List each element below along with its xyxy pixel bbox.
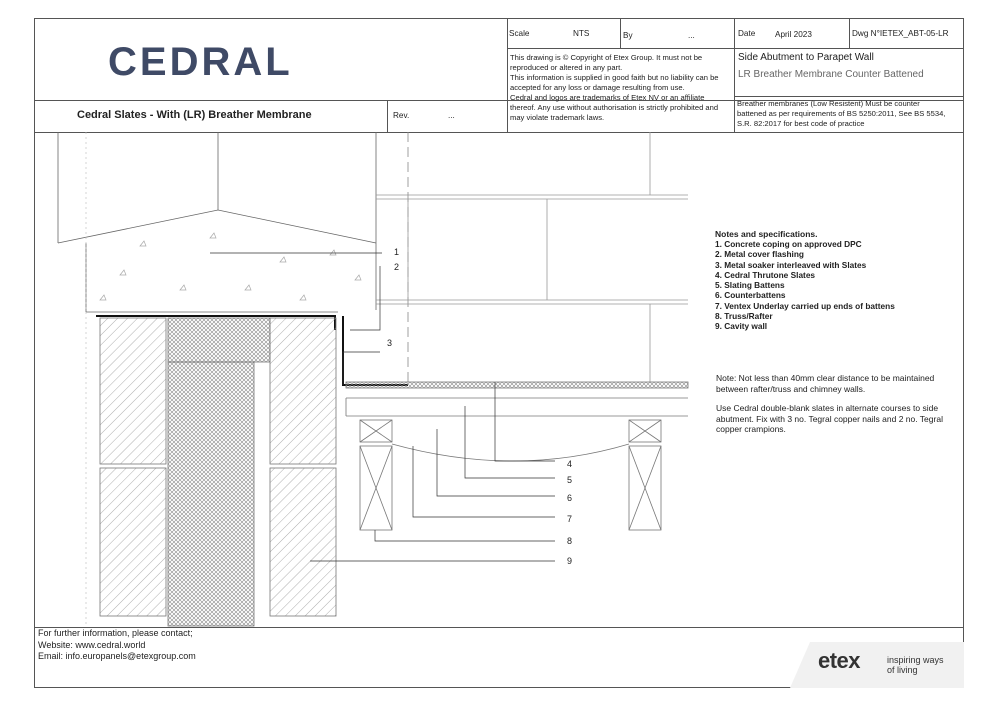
list-item: 6. Counterbattens <box>715 290 786 301</box>
copyright-line: may violate trademark laws. <box>510 113 605 122</box>
copyright-line: This information is supplied in good faith but no liability can be <box>510 73 719 82</box>
list-item: 5. Slating Battens <box>715 280 785 291</box>
spec-line: battened as per requirements of BS 5250:2011, See BS 5534, <box>737 109 946 118</box>
by-value: ... <box>688 31 695 40</box>
drawing-subtitle: LR Breather Membrane Counter Battened <box>738 69 924 80</box>
list-item: 8. Truss/Rafter <box>715 311 773 322</box>
note-line: abutment. Fix with 3 no. Tegral copper nails and 2 no. Tegral <box>716 413 943 424</box>
callout-7: 7 <box>567 514 573 524</box>
scale-label: Scale <box>509 29 530 38</box>
contact-website: Website: www.cedral.world <box>38 639 146 650</box>
callout-5: 5 <box>567 475 573 485</box>
callout-3: 3 <box>387 338 393 348</box>
tagline-line-2: of living <box>887 665 918 675</box>
list-item: 9. Cavity wall <box>715 321 768 332</box>
rev-value: ... <box>448 111 455 120</box>
callout-8: 8 <box>567 536 573 546</box>
list-item: 3. Metal soaker interleaved with Slates <box>715 259 867 270</box>
by-label: By <box>623 31 633 40</box>
cedral-logo-text: CEDRAL <box>108 42 293 80</box>
callout-2: 2 <box>394 262 400 272</box>
list-item: 1. Concrete coping on approved DPC <box>715 239 862 249</box>
callout-9: 9 <box>567 556 573 566</box>
etex-logo: etex <box>818 648 861 673</box>
copyright-line: thereof. Any use without authorisation is strictly prohibited and <box>510 103 719 112</box>
list-item: 7. Ventex Underlay carried up ends of battens <box>715 300 895 311</box>
copyright-line: reproduced or altered in any part. <box>510 63 623 72</box>
list-item: 2. Metal cover flashing <box>715 249 804 260</box>
note-line: between rafter/truss and chimney walls. <box>716 383 866 394</box>
tagline-line-1: inspiring ways <box>887 655 944 665</box>
product-title: Cedral Slates - With (LR) Breather Membrane <box>77 109 312 121</box>
date-label: Date <box>738 29 756 38</box>
notes-title: Notes and specifications. <box>715 229 818 239</box>
callout-4: 4 <box>567 459 573 469</box>
note-line: copper crampions. <box>716 424 786 434</box>
spec-line: Breather membranes (Low Resistent) Must be counter <box>737 99 920 108</box>
date-value: April 2023 <box>775 30 812 39</box>
copyright-line: accepted for any loss or damage resulting from use. <box>510 83 685 92</box>
spec-line: S.R. 82:2017 for best code of practice <box>737 119 865 128</box>
copyright-line: Cedral and logos are trademarks of Etex NV or an affiliate <box>510 93 705 102</box>
etex-tagline <box>887 655 944 675</box>
contact-line: For further information, please contact; <box>38 628 193 638</box>
note-line: Use Cedral double-blank slates in alternate courses to side <box>716 403 939 413</box>
drawing-number: Dwg N°IETEX_ABT-05-LR <box>852 29 949 38</box>
list-item: 4. Cedral Thrutone Slates <box>715 269 816 280</box>
rev-label: Rev. <box>393 111 410 120</box>
callout-1: 1 <box>394 247 400 257</box>
callout-6: 6 <box>567 493 573 503</box>
contact-email: Email: info.europanels@etexgroup.com <box>38 651 196 661</box>
copyright-line: This drawing is © Copyright of Etex Group. It must not be <box>510 53 703 62</box>
drawing-title: Side Abutment to Parapet Wall <box>738 52 874 63</box>
note-line: Note: Not less than 40mm clear distance to be maintained <box>716 373 935 383</box>
scale-value: NTS <box>573 29 590 38</box>
